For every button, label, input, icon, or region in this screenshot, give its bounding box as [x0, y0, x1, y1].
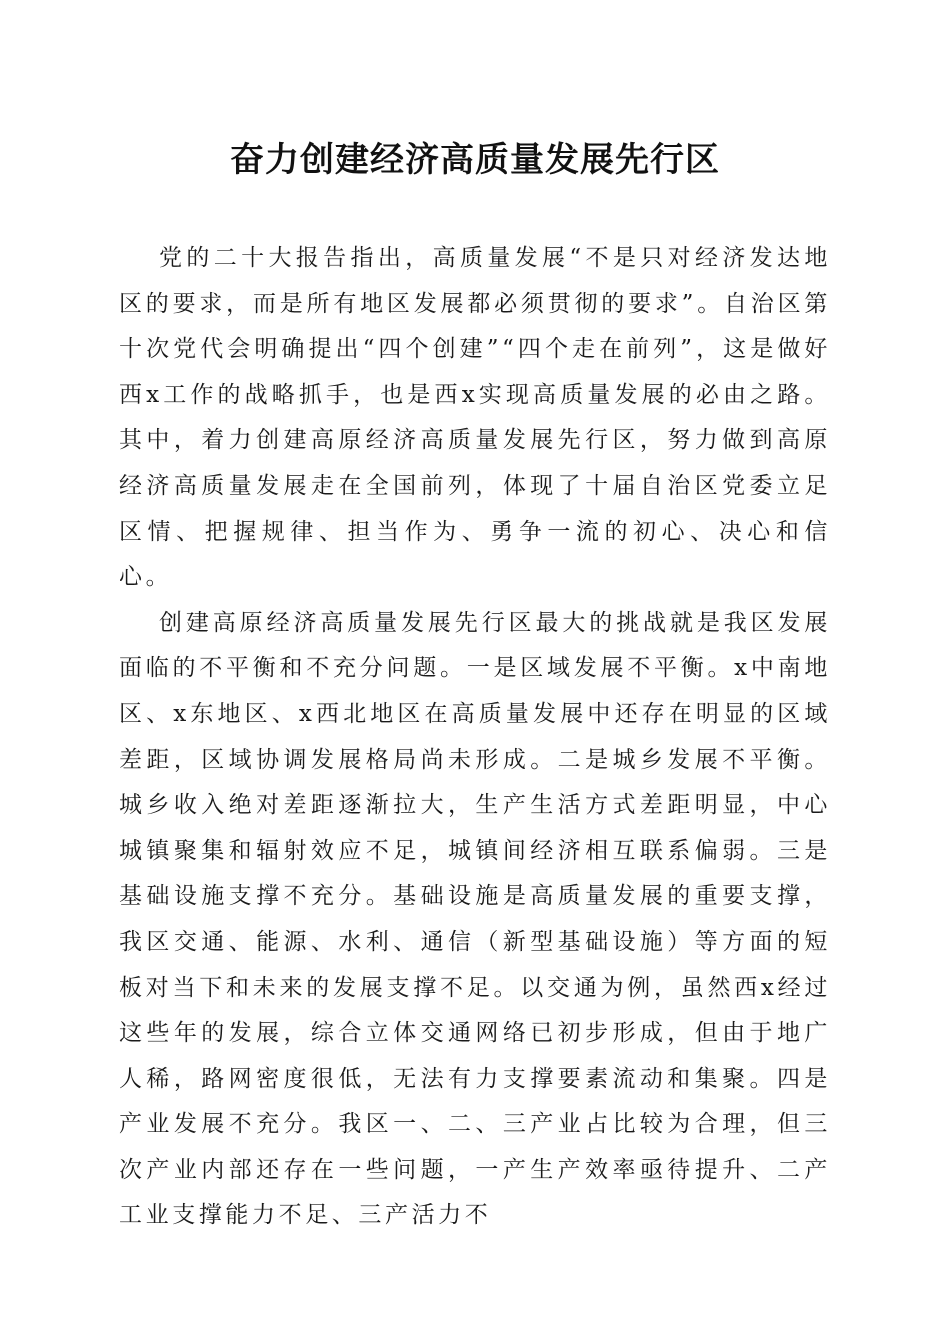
paragraph: 党的二十大报告指出，高质量发展“不是只对经济发达地区的要求，而是所有地区发展都必须贯彻的要求”。自治区第十次党代会明确提出“四个创建”“四个走在前列”，这是做好西x工作的战略抓手，也是西x实现高质量发展的必由之路。其中，着力创建高原经济高质量发展先行区，努力做到高原经济高质量发展走在全国前列，体现了十届自治区党委立足区情、把握规律、担当作为、勇争一流的初心、决心和信心。	[119, 245, 831, 591]
document-body	[119, 236, 831, 1239]
paragraph: 创建高原经济高质量发展先行区最大的挑战就是我区发展面临的不平衡和不充分问题。一是区域发展不平衡。x中南地区、x东地区、x西北地区在高质量发展中还存在明显的区域差距，区域协调发展格局尚未形成。二是城乡发展不平衡。城乡收入绝对差距逐渐拉大，生产生活方式差距明显，中心城镇聚集和辐射效应不足，城镇间经济相互联系偏弱。三是基础设施支撑不充分。基础设施是高质量发展的重要支撑，我区交通、能源、水利、通信（新型基础设施）等方面的短板对当下和未来的发展支撑不足。以交通为例，虽然西x经过这些年的发展，综合立体交通网络已初步形成，但由于地广人稀，路网密度很低，无法有力支撑要素流动和集聚。四是产业发展不充分。我区一、二、三产业占比较为合理，但三次产业内部还存在一些问题，一产生产效率亟待提升、二产工业支撑能力不足、三产活力不	[119, 609, 831, 1229]
document-title: 奋力创建经济高质量发展先行区	[230, 140, 720, 180]
